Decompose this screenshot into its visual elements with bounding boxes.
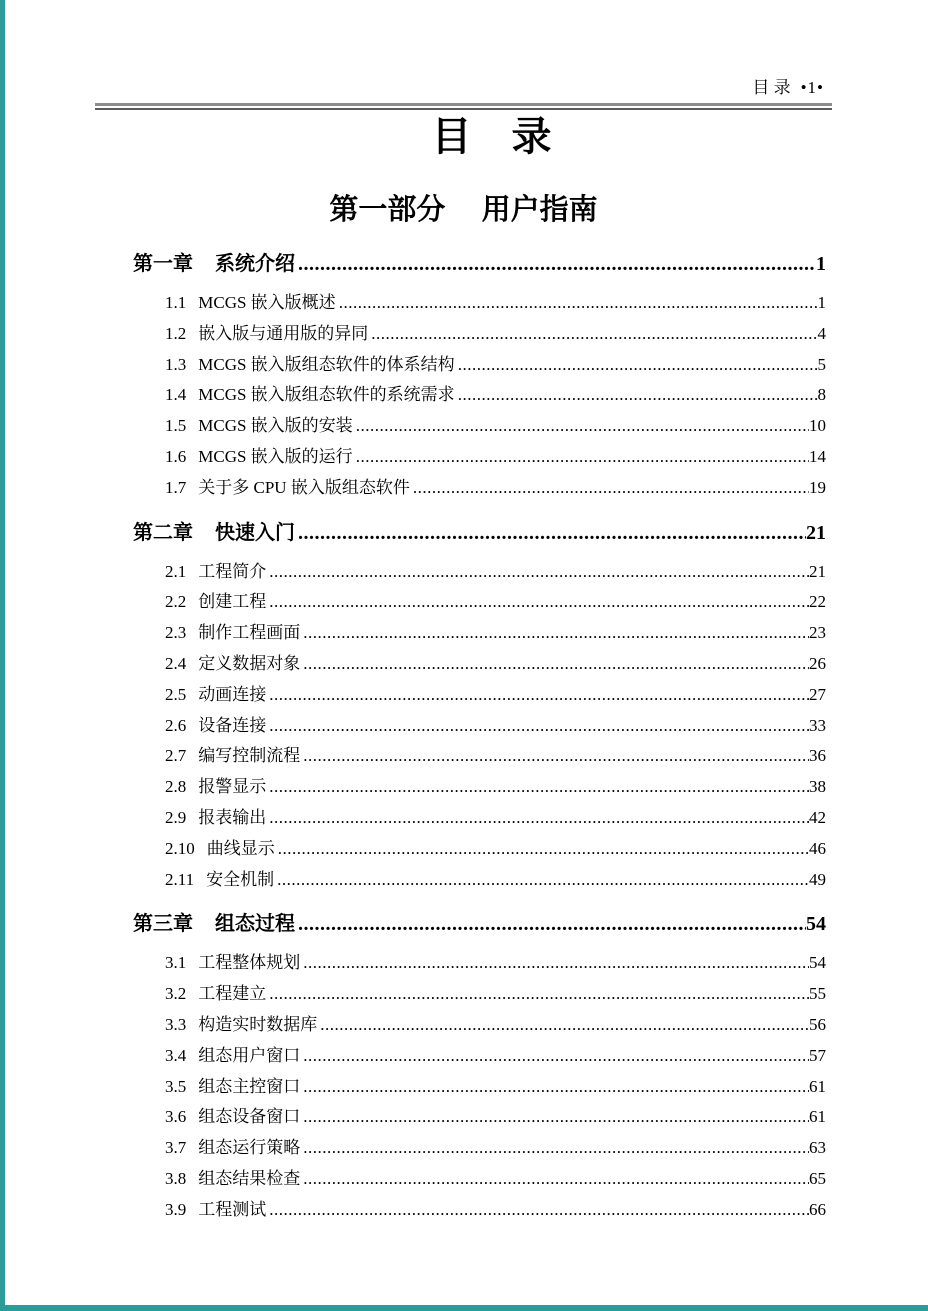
toc <box>95 250 832 1226</box>
dot-leader <box>269 680 809 710</box>
dot-leader <box>371 319 817 349</box>
toc-row-page: 55 <box>809 984 826 1004</box>
toc-entry-row <box>95 1195 832 1226</box>
toc-row-page: 61 <box>809 1107 826 1127</box>
toc-row-title: MCGS 嵌入版组态软件的系统需求 <box>198 385 455 405</box>
toc-row-page: 1 <box>817 293 826 312</box>
toc-entry-row <box>95 557 832 588</box>
toc-row-page: 46 <box>809 838 826 858</box>
header-section-label: 目 录 <box>752 78 791 97</box>
part-heading: 第一部分 用户指南 <box>329 194 598 226</box>
page-content <box>95 0 832 1226</box>
toc-row-page: 8 <box>817 385 826 405</box>
toc-row-number: 1.4 <box>165 385 187 405</box>
toc-row-page: 33 <box>809 715 826 735</box>
toc-row-title: 工程测试 <box>198 1199 267 1219</box>
toc-row-number: 2.6 <box>165 715 187 735</box>
toc-row-title: 快速入门 <box>215 521 295 544</box>
toc-row-title: MCGS 嵌入版的安装 <box>198 416 353 436</box>
toc-row-page: 65 <box>809 1168 826 1188</box>
toc-row-page: 42 <box>809 807 826 827</box>
header-page-indicator: •1• <box>800 78 824 97</box>
toc-row-number: 3.9 <box>165 1199 187 1219</box>
toc-row-title: MCGS 嵌入版的运行 <box>198 446 353 466</box>
dot-leader <box>269 1195 809 1225</box>
toc-row-number: 3.3 <box>165 1014 187 1034</box>
toc-row-number: 第三章 <box>133 913 193 936</box>
dot-leader <box>303 649 809 679</box>
page-edge-bottom <box>0 1305 928 1311</box>
toc-row-number: 2.11 <box>165 869 195 889</box>
toc-row-page: 23 <box>809 623 826 643</box>
dot-leader <box>413 473 809 503</box>
toc-entry-row <box>95 288 832 319</box>
toc-row-page: 27 <box>809 684 826 704</box>
toc-row-number: 2.4 <box>165 653 187 673</box>
toc-row-page: 26 <box>809 653 826 673</box>
toc-row-title: 工程整体规划 <box>198 953 301 973</box>
toc-row-title: 设备连接 <box>198 715 267 735</box>
toc-entry-row <box>95 649 832 680</box>
dot-leader <box>303 948 809 978</box>
toc-row-number: 2.3 <box>165 623 187 643</box>
toc-row-title: 关于多 CPU 嵌入版组态软件 <box>198 477 410 497</box>
toc-row-title: 嵌入版与通用版的异同 <box>198 323 369 343</box>
toc-row-number: 2.2 <box>165 592 187 612</box>
toc-row-number: 2.5 <box>165 684 187 704</box>
toc-row-number: 3.7 <box>165 1138 187 1158</box>
toc-row-title: 编写控制流程 <box>198 746 301 766</box>
toc-entry-row <box>95 803 832 834</box>
page-title: 目 录 <box>431 114 552 159</box>
toc-entry-row <box>95 442 832 473</box>
toc-row-number: 1.1 <box>165 293 187 312</box>
toc-entry-row <box>95 1133 832 1164</box>
toc-row-number: 3.5 <box>165 1076 187 1096</box>
toc-entry-row <box>95 473 832 504</box>
dot-leader <box>303 618 809 648</box>
toc-row-number: 2.10 <box>165 838 195 858</box>
dot-leader <box>339 288 818 318</box>
toc-row-title: 制作工程画面 <box>198 623 301 643</box>
toc-chapter-row <box>95 910 832 938</box>
toc-row-number: 3.6 <box>165 1107 187 1127</box>
toc-row-title: 创建工程 <box>198 592 267 612</box>
toc-row-number: 第二章 <box>133 521 193 544</box>
dot-leader <box>269 557 809 587</box>
toc-entry-row <box>95 1164 832 1195</box>
toc-entry-row <box>95 319 832 350</box>
toc-row-title: 组态结果检查 <box>198 1168 301 1188</box>
toc-entry-row <box>95 1041 832 1072</box>
toc-entry-row <box>95 865 832 896</box>
toc-row-number: 1.7 <box>165 477 187 497</box>
dot-leader <box>303 1072 809 1102</box>
toc-row-number: 1.2 <box>165 323 187 343</box>
dot-leader <box>320 1010 809 1040</box>
toc-row-title: 系统介绍 <box>215 253 295 275</box>
dot-leader <box>458 380 818 410</box>
toc-row-page: 57 <box>809 1045 826 1065</box>
toc-row-number: 2.7 <box>165 746 187 766</box>
toc-row-title: 组态主控窗口 <box>198 1076 301 1096</box>
toc-row-page: 54 <box>809 953 826 973</box>
toc-row-number: 2.8 <box>165 777 187 797</box>
toc-entry-row <box>95 741 832 772</box>
toc-row-number: 3.1 <box>165 953 187 973</box>
toc-row-page: 54 <box>806 913 826 936</box>
toc-row-page: 21 <box>809 561 826 581</box>
dot-leader <box>458 350 818 380</box>
toc-row-number: 第一章 <box>133 253 193 275</box>
page-header <box>95 78 832 98</box>
toc-row-title: 报表输出 <box>198 807 267 827</box>
header-divider <box>95 103 832 110</box>
toc-chapter-row <box>95 250 832 278</box>
dot-leader <box>303 1133 809 1163</box>
toc-entry-row <box>95 979 832 1010</box>
toc-row-title: MCGS 嵌入版组态软件的体系结构 <box>198 354 455 374</box>
toc-entry-row <box>95 411 832 442</box>
toc-row-page: 1 <box>816 253 826 275</box>
toc-row-number: 2.1 <box>165 561 187 581</box>
dot-leader <box>269 772 809 802</box>
dot-leader <box>269 979 809 1009</box>
toc-row-page: 21 <box>806 521 826 544</box>
toc-row-number: 2.9 <box>165 807 187 827</box>
dot-leader <box>303 1164 809 1194</box>
toc-entry-row <box>95 618 832 649</box>
toc-row-title: 安全机制 <box>206 869 275 889</box>
toc-row-number: 1.5 <box>165 416 187 436</box>
toc-row-title: 组态用户窗口 <box>198 1045 301 1065</box>
toc-row-title: 报警显示 <box>198 777 267 797</box>
toc-row-page: 36 <box>809 746 826 766</box>
toc-row-title: 工程简介 <box>198 561 267 581</box>
dot-leader <box>356 442 809 472</box>
toc-row-number: 3.4 <box>165 1045 187 1065</box>
toc-entry-row <box>95 680 832 711</box>
dot-leader <box>298 519 806 547</box>
dot-leader <box>298 910 806 938</box>
toc-row-page: 38 <box>809 777 826 797</box>
dot-leader <box>269 587 809 617</box>
toc-entry-row <box>95 380 832 411</box>
toc-row-title: 构造实时数据库 <box>198 1014 318 1034</box>
dot-leader <box>303 1102 809 1132</box>
toc-row-page: 10 <box>809 416 826 436</box>
toc-row-title: 组态过程 <box>215 913 295 936</box>
dot-leader <box>298 250 816 278</box>
toc-row-title: 工程建立 <box>198 984 267 1004</box>
toc-row-page: 56 <box>809 1014 826 1034</box>
toc-row-page: 5 <box>817 354 826 374</box>
dot-leader <box>269 711 809 741</box>
dot-leader <box>269 803 809 833</box>
toc-row-number: 3.8 <box>165 1168 187 1188</box>
dot-leader <box>277 865 809 895</box>
toc-entry-row <box>95 772 832 803</box>
toc-entry-row <box>95 1072 832 1103</box>
toc-entry-row <box>95 948 832 979</box>
toc-row-title: MCGS 嵌入版概述 <box>198 293 336 312</box>
toc-entry-row <box>95 350 832 381</box>
toc-row-title: 组态运行策略 <box>198 1138 301 1158</box>
dot-leader <box>356 411 809 441</box>
toc-row-title: 定义数据对象 <box>198 653 301 673</box>
toc-entry-row <box>95 711 832 742</box>
toc-entry-row <box>95 1102 832 1133</box>
toc-row-page: 61 <box>809 1076 826 1096</box>
toc-row-page: 14 <box>809 446 826 466</box>
toc-row-page: 22 <box>809 592 826 612</box>
dot-leader <box>303 741 809 771</box>
toc-row-number: 3.2 <box>165 984 187 1004</box>
toc-row-page: 19 <box>809 477 826 497</box>
toc-chapter-row <box>95 519 832 547</box>
toc-entry-row <box>95 587 832 618</box>
toc-row-number: 1.3 <box>165 354 187 374</box>
dot-leader <box>303 1041 809 1071</box>
page-edge-left <box>0 0 5 1311</box>
toc-entry-row <box>95 834 832 865</box>
dot-leader <box>278 834 809 864</box>
toc-row-page: 63 <box>809 1138 826 1158</box>
toc-entry-row <box>95 1010 832 1041</box>
toc-row-title: 曲线显示 <box>206 838 275 858</box>
toc-row-page: 4 <box>817 323 826 343</box>
toc-row-title: 动画连接 <box>198 684 267 704</box>
toc-row-page: 66 <box>809 1199 826 1219</box>
toc-row-title: 组态设备窗口 <box>198 1107 301 1127</box>
toc-row-number: 1.6 <box>165 446 187 466</box>
toc-row-page: 49 <box>809 869 826 889</box>
